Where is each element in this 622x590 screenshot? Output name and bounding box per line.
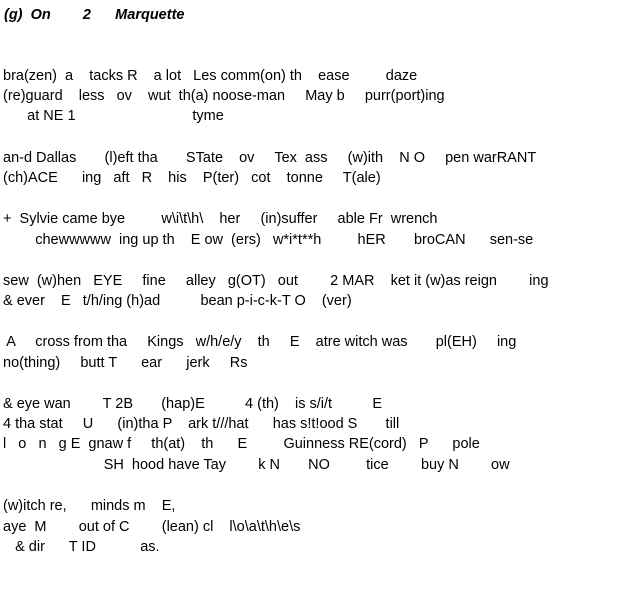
text-line: & dir T ID as. (3, 539, 160, 555)
text-line: sew (w)hen EYE fine alley g(OT) out 2 MAR ket it (w)as reign ing (3, 273, 549, 289)
text-line: at NE 1 tyme (3, 108, 224, 124)
document-title: (g) On 2 Marquette (4, 7, 185, 23)
text-line: (ch)ACE ing aft R his P(ter) cot tonne T(ale) (3, 170, 381, 186)
text-line: (w)itch re, minds m E, (3, 498, 176, 514)
text-line: + Sylvie came bye w\i\t\h\ her (in)suffer able Fr wrench (3, 211, 438, 227)
text-line: SH hood have Tay k N NO tice buy N ow (3, 457, 510, 473)
text-line: chewwwww ing up th E ow (ers) w*i*t**h hER broCAN sen-se (3, 232, 534, 248)
text-line: bra(zen) a tacks R a lot Les comm(on) th ease daze (3, 68, 418, 84)
text-line: an-d Dallas (l)eft tha STate ov Tex ass (w)ith N O pen warRANT (3, 150, 537, 166)
text-line: & ever E t/h/ing (h)ad bean p-i-c-k-T O (ver) (3, 293, 352, 309)
text-line: 4 tha stat U (in)tha P ark t///hat has s!t!ood S till (3, 416, 400, 432)
text-line: no(thing) butt T ear jerk Rs (3, 355, 248, 371)
text-line: l o n g E gnaw f th(at) th E Guinness RE(cord) P pole (3, 436, 480, 452)
text-line: A cross from tha Kings w/h/e/y th E atre witch was pl(EH) ing (3, 334, 517, 350)
text-line: aye M out of C (lean) cl l\o\a\t\h\e\s (3, 519, 301, 535)
text-line: (re)guard less ov wut th(a) noose-man May b purr(port)ing (3, 88, 445, 104)
text-line: & eye wan T 2B (hap)E 4 (th) is s/i/t E (3, 396, 383, 412)
